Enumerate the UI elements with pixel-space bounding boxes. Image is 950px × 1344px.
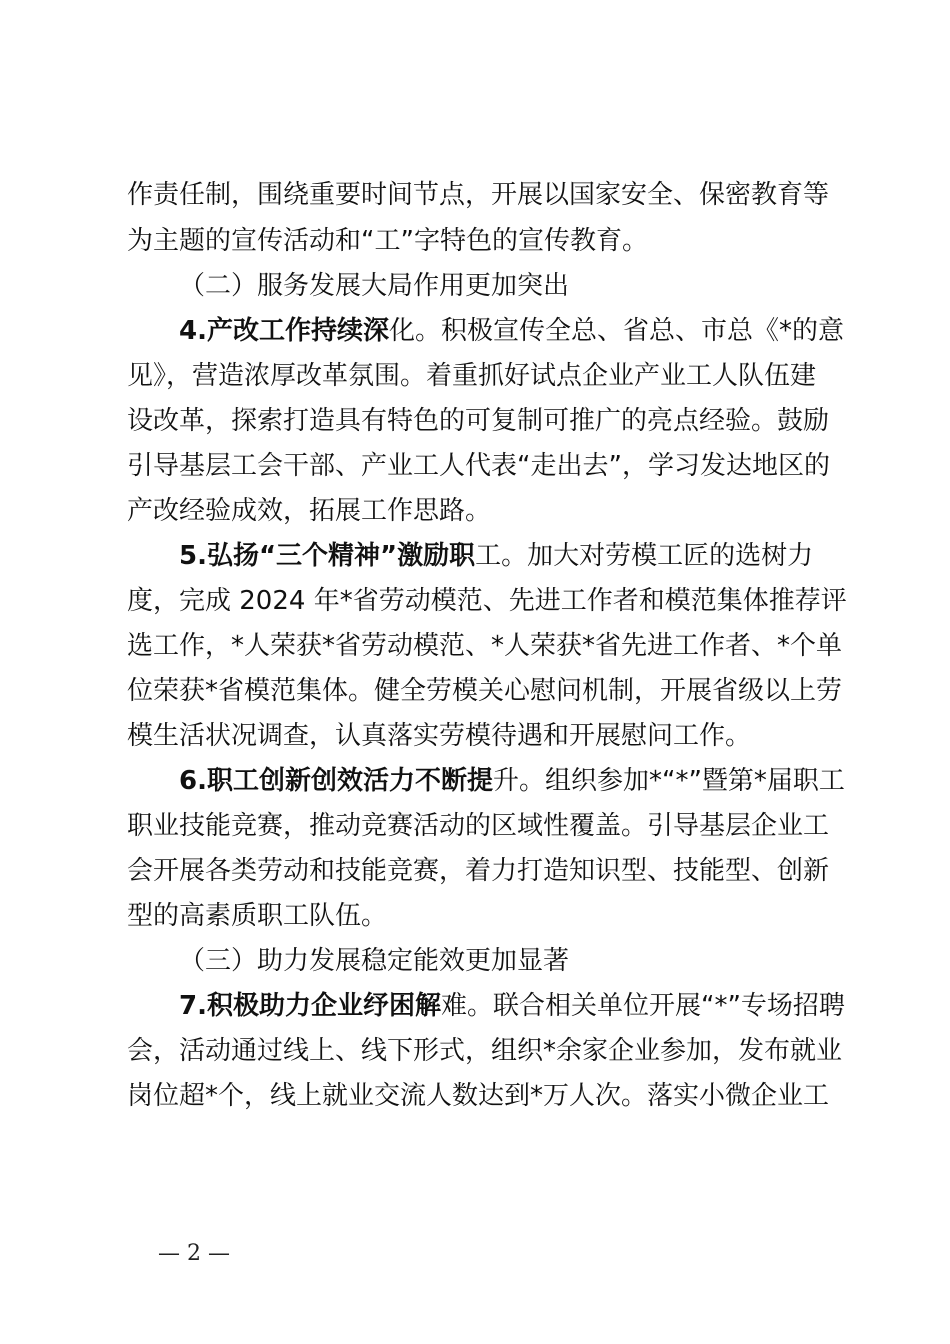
body-text-line: 引导基层工会干部、产业工人代表“走出去”，学习发达地区的 xyxy=(127,451,830,481)
body-text-line: 选工作，*人荣获*省劳动模范、*人荣获*省先进工作者、*个单 xyxy=(127,631,843,661)
item-7-paragraph-start xyxy=(179,989,845,1023)
body-text: 工。加大对劳模工匠的选树力 xyxy=(475,541,814,571)
body-text-line: 会开展各类劳动和技能竞赛，着力打造知识型、技能型、创新 xyxy=(127,856,830,886)
body-text-line: 设改革，探索打造具有特色的可复制可推广的亮点经验。鼓励 xyxy=(127,406,830,436)
section-heading-3: （三）助力发展稳定能效更加显著 xyxy=(179,946,570,976)
body-text-line: 作责任制，围绕重要时间节点，开展以国家安全、保密教育等 xyxy=(127,180,830,210)
body-text-line: 为主题的宣传活动和“工”字特色的宣传教育。 xyxy=(127,226,648,256)
item-5-paragraph-start xyxy=(179,539,813,573)
body-text: 化。积极宣传全总、省总、市总《*的意 xyxy=(388,316,844,346)
page-number: — 2 — xyxy=(158,1241,230,1266)
item-6-heading: 6.职工创新创效活力不断提 xyxy=(179,766,493,796)
item-6-paragraph-start xyxy=(179,764,845,798)
item-7-heading: 7.积极助力企业纾困解 xyxy=(179,991,441,1021)
section-heading-2: （二）服务发展大局作用更加突出 xyxy=(179,271,570,301)
item-4-heading: 4.产改工作持续深 xyxy=(179,316,389,346)
body-text-line: 职业技能竞赛，推动竞赛活动的区域性覆盖。引导基层企业工 xyxy=(127,811,830,841)
body-text-line: 产改经验成效，拓展工作思路。 xyxy=(127,496,492,526)
body-text-line: 型的高素质职工队伍。 xyxy=(127,901,388,931)
body-text-line: 模生活状况调查，认真落实劳模待遇和开展慰问工作。 xyxy=(127,721,752,751)
body-text-line: 岗位超*个，线上就业交流人数达到*万人次。落实小微企业工 xyxy=(127,1081,830,1111)
body-text-line: 见》，营造浓厚改革氛围。着重抓好试点企业产业工人队伍建 xyxy=(127,361,817,391)
body-text-line: 会，活动通过线上、线下形式，组织*余家企业参加，发布就业 xyxy=(127,1036,843,1066)
body-text: 升。组织参加*“*”暨第*届职工 xyxy=(492,766,845,796)
body-text-line: 位荣获*省模范集体。健全劳模关心慰问机制，开展省级以上劳 xyxy=(127,676,843,706)
item-5-heading: 5.弘扬“三个精神”激励职 xyxy=(179,541,476,571)
body-text-line: 度，完成 2024 年*省劳动模范、先进工作者和模范集体推荐评 xyxy=(127,586,847,616)
body-text: 难。联合相关单位开展“*”专场招聘 xyxy=(440,991,845,1021)
item-4-paragraph-start xyxy=(179,314,844,348)
